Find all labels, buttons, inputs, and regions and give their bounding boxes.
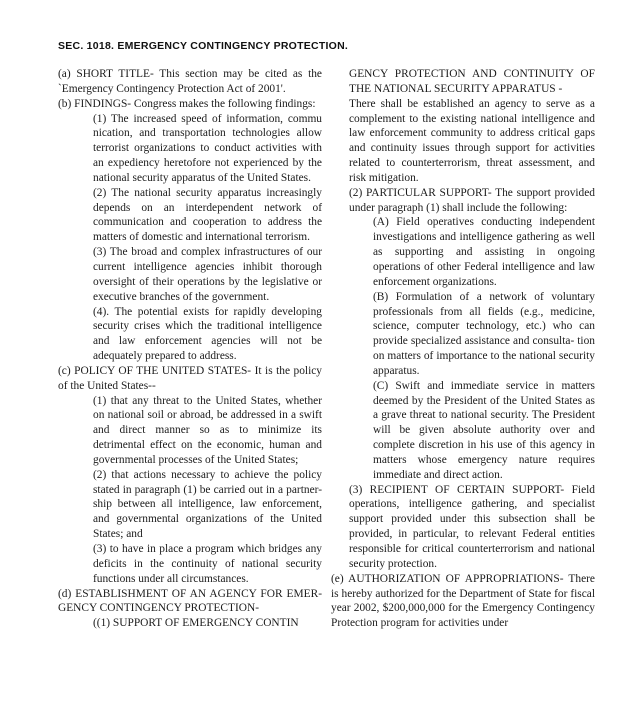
column-left [58, 67, 322, 631]
paragraph-finding-2: (2) The national security apparatus increasingly depends on an interdependent network of communication and cooperation to address the matters of domestic and international terrorism. [93, 186, 322, 244]
paragraph-finding-1: (1) The increased speed of information, commu nication, and transportation technologies allow terrorist organizations to conduct activities with an expediency heretofore not experienced by the national security apparatus of the United States. [93, 112, 322, 184]
paragraph-finding-3: (3) The broad and complex infrastructures of our current intelligence agencies inhibit thorough oversight of their operations by the legislative or executive branches of the government. [93, 246, 322, 303]
section-title: SEC. 1018. EMERGENCY CONTINGENCY PROTECTION. [58, 40, 349, 52]
paragraph-particular-support: (2) PARTICULAR SUPPORT- The support provided under paragraph (1) shall include the following: [349, 186, 595, 214]
column-right [331, 67, 595, 631]
paragraph-establishment-heading: (d) ESTABLISHMENT OF AN AGENCY FOR EMER- GENCY CONTINGENCY PROTECTION- [58, 587, 322, 615]
paragraph-policy-3: (3) to have in place a program which bridges any deficits in the continuity of national security functions under all circumstances. [93, 543, 322, 585]
two-column-layout [58, 67, 595, 631]
paragraph-support-c: (C) Swift and immediate service in matters deemed by the President of the United States as a grave threat to national security. The President will be given absolute authority over and complete discretion in his use of this agency in matters whose emergency nature requires immediate and direct action. [373, 379, 595, 481]
paragraph-support-heading-continued: GENCY PROTECTION AND CONTINUITY OF THE NATIONAL SECURITY APPARATUS - [349, 68, 595, 95]
paragraph-agency-established: There shall be established an agency to serve as a complement to the existing national intelligence and law enforcement community to address critical gaps and continuity issues through support for activities related to counterterrorism, threat assessment, and risk mitigation. [349, 97, 595, 184]
paragraph-finding-4: (4). The potential exists for rapidly developing security crises which the traditional intelligence and law enforcement agencies will not be adequately prepared to address. [93, 305, 322, 363]
paragraph-support-heading-start: ((1) SUPPORT OF EMERGENCY CONTIN [93, 617, 299, 630]
paragraph-appropriations: (e) AUTHORIZATION OF APPROPRIATIONS- There is hereby authorized for the Department of State for fiscal year 2002, $200,000,000 for the Emergency Contingency Protection program for activities under [331, 572, 595, 630]
paragraph-policy-1: (1) that any threat to the United States, whether on national soil or abroad, be addressed in a swift and direct manner so as to minimize its detrimental effect on the economic, human and governmental processes of the United States; [93, 394, 322, 466]
paragraph-short-title: (a) SHORT TITLE- This section may be cited as the `Emergency Contingency Protection Act of 2001'. [58, 68, 322, 95]
paragraph-support-a: (A) Field operatives conducting independent investigations and intelligence gathering as well as supporting and assisting in ongoing operations of other Federal intelligence and law enforcement organizations. [373, 216, 595, 288]
paragraph-policy-heading: (c) POLICY OF THE UNITED STATES- It is the policy of the United States-- [58, 364, 322, 392]
paragraph-recipient-support: (3) RECIPIENT OF CERTAIN SUPPORT- Field operations, intelligence gathering, and specialist support provided under this subsection shall be provided, in particular, to relevant Federal entities responsible for critical counterterrorism and national security protection. [349, 483, 595, 570]
paragraph-policy-2: (2) that actions necessary to achieve the policy stated in paragraph (1) be carried out in a partner- ship between all intelligence, law enforcement, and governmental organizations of the United States; and [93, 468, 322, 541]
paragraph-support-b: (B) Formulation of a network of voluntary professionals from all fields (e.g., medicine, science, computer technology, etc.) who can provide specialized assistance and consulta- tion on matters of importance to the national security apparatus. [373, 290, 595, 377]
paragraph-findings-heading: (b) FINDINGS- Congress makes the following findings: [58, 97, 316, 110]
